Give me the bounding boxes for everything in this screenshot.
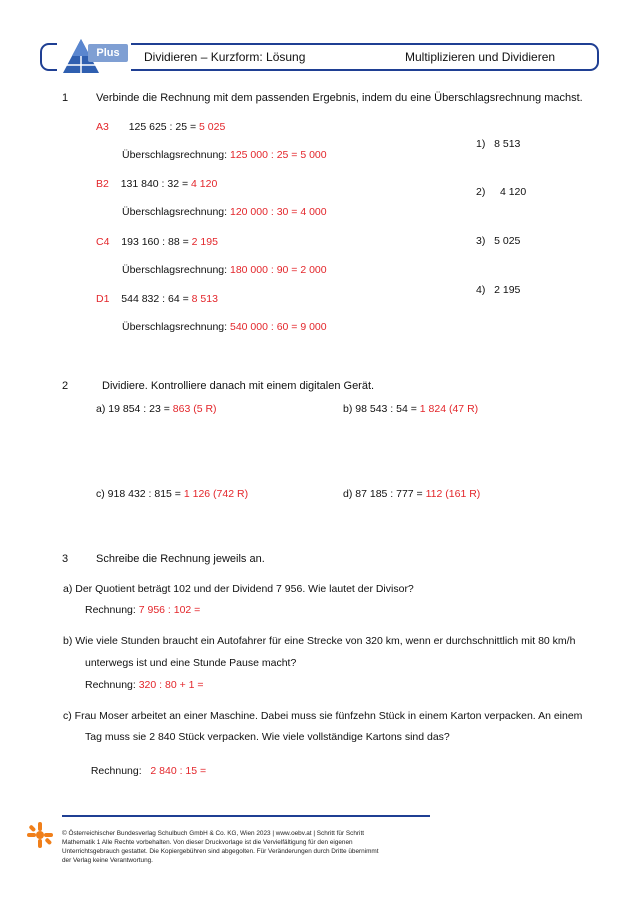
page-title: Dividieren – Kurzform: Lösung xyxy=(144,50,306,64)
footer-line: © Österreichischer Bundesverlag Schulbuch GmbH & Co. KG, Wien 2023 | www.oebv.at | Schritt für Schritt xyxy=(62,830,365,837)
task3-a-text: a) Der Quotient beträgt 102 und der Dividend 7 956. Wie lautet der Divisor? xyxy=(63,583,414,595)
task1-row-a xyxy=(96,121,225,133)
row-result: 5 025 xyxy=(199,121,226,133)
row-code: B2 xyxy=(96,178,109,190)
item-calc: b) 98 543 : 54 = xyxy=(343,403,420,415)
task2-item-a xyxy=(96,403,217,415)
row-result: 8 513 xyxy=(191,293,218,305)
row-code: A3 xyxy=(96,121,109,133)
row-calc: 125 625 : 25 = xyxy=(128,121,200,133)
row-calc: 131 840 : 32 = xyxy=(120,178,192,190)
row-code: D1 xyxy=(96,293,110,305)
footer-divider xyxy=(62,815,430,817)
item-calc: a) 19 854 : 23 = xyxy=(96,403,173,415)
answer-label: Rechnung: xyxy=(85,679,139,691)
item-calc: d) 87 185 : 777 = xyxy=(343,488,426,500)
answer-label: Rechnung: xyxy=(85,604,139,616)
estimate-label: Überschlagsrechnung: xyxy=(122,321,230,333)
result-value: 4 120 xyxy=(499,186,527,198)
oebv-logo-icon xyxy=(25,820,55,850)
task3-c-answer xyxy=(85,753,206,777)
row-result: 4 120 xyxy=(191,178,218,190)
item-answer: 1 824 (47 R) xyxy=(419,403,479,415)
answer-value: 320 : 80 + 1 = xyxy=(138,679,204,691)
footer-line: Unterrichtsgebrauch gestattet. Die Kopiergebühren sind abgegolten. Für Veränderungen durch Dritte übernimmt xyxy=(62,848,379,855)
plus-badge: Plus xyxy=(88,44,128,62)
result-number: 3) xyxy=(476,235,486,247)
task1-number: 1 xyxy=(62,92,69,104)
result-number: 2) xyxy=(476,186,486,198)
estimate-label: Überschlagsrechnung: xyxy=(122,149,230,161)
estimate-value: 125 000 : 25 = 5 000 xyxy=(229,149,327,161)
row-result: 2 195 xyxy=(191,236,218,248)
answer-label: Rechnung: xyxy=(90,765,151,777)
result-2 xyxy=(476,186,526,198)
estimate-value: 180 000 : 90 = 2 000 xyxy=(229,264,327,276)
task3-b-text2: unterwegs ist und eine Stunde Pause macht? xyxy=(85,657,297,669)
task1-estimate-a xyxy=(122,149,327,161)
task3-a-answer xyxy=(85,604,200,616)
estimate-value: 540 000 : 60 = 9 000 xyxy=(229,321,327,333)
result-1 xyxy=(476,138,520,150)
task1-estimate-b xyxy=(122,206,327,218)
page-topic: Multiplizieren und Dividieren xyxy=(405,50,556,64)
task1-row-b xyxy=(96,178,217,190)
result-value: 8 513 xyxy=(494,138,521,150)
row-code: C4 xyxy=(96,236,110,248)
result-value: 5 025 xyxy=(494,235,521,247)
footer-line: der Verlag keine Verantwortung. xyxy=(62,857,153,864)
result-3 xyxy=(476,235,520,247)
estimate-label: Überschlagsrechnung: xyxy=(122,264,230,276)
task2-number: 2 xyxy=(62,380,69,392)
result-number: 4) xyxy=(476,284,486,296)
item-answer: 863 (5 R) xyxy=(172,403,217,415)
task3-c-text2: Tag muss sie 2 840 Stück verpacken. Wie viele vollständige Kartons sind das? xyxy=(85,731,450,743)
task2-item-c xyxy=(96,488,248,500)
item-answer: 112 (161 R) xyxy=(425,488,481,500)
task3-b-text1: b) Wie viele Stunden braucht ein Autofahrer für eine Strecke von 320 km, wenn er durchschnittlich mit 80 km/h xyxy=(63,635,576,647)
footer-copyright xyxy=(62,829,452,865)
estimate-label: Überschlagsrechnung: xyxy=(122,206,230,218)
row-calc: 193 160 : 88 = xyxy=(121,236,192,248)
task1-estimate-d xyxy=(122,321,327,333)
item-answer: 1 126 (742 R) xyxy=(183,488,249,500)
answer-value: 7 956 : 102 = xyxy=(138,604,201,616)
task1-estimate-c xyxy=(122,264,327,276)
result-4 xyxy=(476,284,520,296)
answer-value: 2 840 : 15 = xyxy=(150,765,207,777)
footer-line: Mathematik 1 Alle Rechte vorbehalten. Von dieser Druckvorlage ist die Vervielfältigung für den eigenen xyxy=(62,839,353,846)
task1-row-c xyxy=(96,236,218,248)
task3-instruction: Schreibe die Rechnung jeweils an. xyxy=(96,553,265,565)
task2-item-b xyxy=(343,403,478,415)
estimate-value: 120 000 : 30 = 4 000 xyxy=(229,206,327,218)
task3-number: 3 xyxy=(62,553,69,565)
result-number: 1) xyxy=(476,138,486,150)
task3-c-text1: c) Frau Moser arbeitet an einer Maschine. Dabei muss sie fünfzehn Stück in einem Karton verpacken. An einem xyxy=(63,710,583,722)
task2-instruction: Dividiere. Kontrolliere danach mit einem digitalen Gerät. xyxy=(102,380,375,392)
row-calc: 544 832 : 64 = xyxy=(121,293,192,305)
item-calc: c) 918 432 : 815 = xyxy=(96,488,184,500)
task3-b-answer xyxy=(85,679,204,691)
result-value: 2 195 xyxy=(494,284,521,296)
task1-instruction: Verbinde die Rechnung mit dem passenden Ergebnis, indem du eine Überschlagsrechnung machst. xyxy=(96,92,583,104)
task1-row-d xyxy=(96,293,218,305)
task2-item-d xyxy=(343,488,480,500)
